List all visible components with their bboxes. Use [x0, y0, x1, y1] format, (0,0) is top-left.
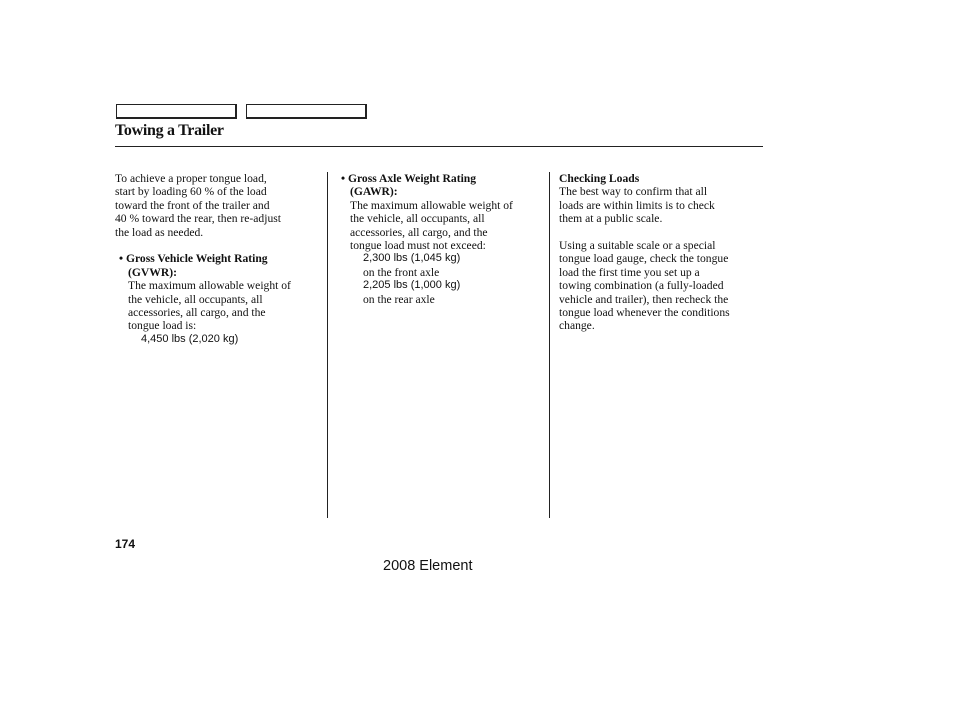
text-line: vehicle and trailer), then recheck the: [559, 292, 729, 306]
text-line: towing combination (a fully-loaded: [559, 279, 724, 293]
text-line: The best way to confirm that all: [559, 185, 708, 199]
nav-button-next[interactable]: [246, 104, 367, 119]
text-line: the vehicle, all occupants, all: [350, 212, 485, 226]
text-line: load the first time you set up a: [559, 265, 700, 279]
text-line: 40 % toward the rear, then re-adjust: [115, 212, 281, 226]
text-line: To achieve a proper tongue load,: [115, 172, 267, 185]
column-divider-1: [327, 172, 328, 518]
gawr-heading-abbr: (GAWR):: [350, 185, 398, 199]
intro-paragraph: [115, 172, 320, 239]
rear-axle-label: on the rear axle: [363, 292, 435, 306]
checking-loads-section: [559, 172, 763, 226]
front-axle-value: 2,300 lbs (1,045 kg): [363, 252, 461, 265]
column-2: [341, 172, 544, 306]
gvwr-heading-abbr: (GVWR):: [128, 265, 177, 279]
text-line: Using a suitable scale or a special: [559, 239, 716, 253]
column-divider-2: [549, 172, 550, 518]
text-line: tongue load gauge, check the tongue: [559, 252, 729, 266]
text-line: change.: [559, 319, 595, 333]
front-axle-label: on the front axle: [363, 265, 440, 279]
column-3: [559, 172, 763, 333]
rear-axle-value: 2,205 lbs (1,000 kg): [363, 279, 461, 292]
checking-loads-heading: Checking Loads: [559, 172, 640, 185]
text-line: the load as needed.: [115, 225, 204, 239]
gvwr-section: [115, 252, 320, 346]
scale-paragraph: [559, 239, 763, 333]
text-line: tongue load whenever the conditions: [559, 306, 730, 320]
text-line: accessories, all cargo, and the: [350, 225, 488, 239]
text-line: tongue load is:: [128, 319, 197, 333]
title-rule: [115, 146, 763, 147]
gawr-section: [341, 172, 544, 306]
nav-button-previous[interactable]: [116, 104, 237, 119]
text-line: The maximum allowable weight of: [350, 198, 513, 212]
gvwr-value: 4,450 lbs (2,020 kg): [141, 332, 239, 345]
text-line: accessories, all cargo, and the: [128, 306, 266, 320]
text-line: tongue load must not exceed:: [350, 239, 486, 253]
text-line: start by loading 60 % of the load: [115, 185, 267, 199]
text-line: The maximum allowable weight of: [128, 279, 291, 293]
gvwr-heading: • Gross Vehicle Weight Rating: [119, 252, 268, 266]
text-line: loads are within limits is to check: [559, 198, 715, 212]
page-number: 174: [115, 537, 136, 551]
gawr-heading: • Gross Axle Weight Rating: [341, 172, 477, 185]
column-1: [115, 172, 320, 346]
text-line: toward the front of the trailer and: [115, 198, 270, 212]
page-title: Towing a Trailer: [115, 122, 224, 139]
text-line: the vehicle, all occupants, all: [128, 292, 263, 306]
footer-model: 2008 Element: [383, 558, 473, 574]
text-line: them at a public scale.: [559, 212, 663, 226]
